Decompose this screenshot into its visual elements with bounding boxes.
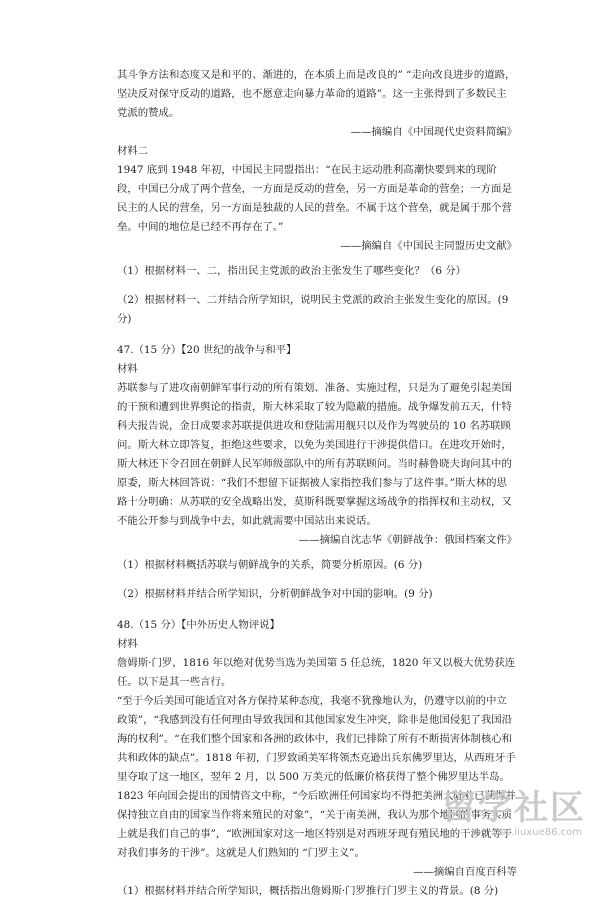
source-citation: ——摘编自《中国现代史资料简编》 — [350, 126, 517, 138]
question-46-1: （1）根据材料一、二，指出民主党派的政治主张发生了哪些变化？（6 分） — [117, 265, 467, 277]
material-label: 材料 — [117, 638, 138, 650]
material-48-intro: 詹姆斯·门罗，1816 年以绝对优势当选为美国第 5 任总统，1820 年又以极大优势获连任。以下是其一些言行。 — [117, 657, 516, 688]
question-48-heading: 48.（15 分）【中外历史人物评说】 — [117, 619, 280, 631]
question-48-1: （1）根据材料并结合所学知识，概括指出詹姆斯·门罗推行门罗主义的背景。(8 分) — [117, 885, 499, 897]
site-watermark — [422, 778, 592, 842]
material-two-text: 1947 底到 1948 年初，中国民主同盟指出：“在民主运动胜利高潮快要到来的现阶段，中国已分成了两个营垒，一方面是反动的营垒，另一方面是革命的营垒；一方面是民主的人民的营垒，另一方面是独裁的人民的营垒。不属于这个营垒，就是属于那个营垒。中间的地位是已经不再存在了。” — [117, 164, 512, 233]
material-48-monroe-doctrine: 1823 年向国会提出的国情咨文中称，“今后欧洲任何国家均不得把美洲大陆业已获得并保持独立自由的国家当作将来殖民的对象”，“关于南美洲，我认为那个地区的事务实质上就是我们自己的事”，“欧洲国家对这一地区特别是对西班牙现有殖民地的干涉就等于对我们事务的干涉”。这就是人们熟知的 “门罗主义”。 — [117, 790, 516, 859]
material-47-text: 苏联参与了进攻南朝鲜军事行动的所有策划、准备、实施过程，只是为了避免引起美国的干预和遭到世界舆论的指责，斯大林采取了较为隐蔽的措施。战争爆发前五天，什特科夫报告说，金日成要求苏联提供进攻和登陆需用舰只以及作为驾驶员的 10 名苏联顾问。斯大林立即答复，拒绝这些要求，以免为美国进行干涉提供借口。在进攻开始时，斯大林还下令召回在朝鲜人民军师级部队中的所有苏联顾问。当时赫鲁晓夫询问其中的原委，斯大林回答说：“我们不想留下证据被人家指控我们参与了这件事。”斯大林的思路十分明确：从苏联的安全战略出发，莫斯科既要掌握这场战争的指挥权和主动权，又不能公开参与到战争中去，如此就需要中国站出来说话。 — [117, 382, 512, 527]
watermark-url: bbs.liuxue86.com — [493, 827, 582, 838]
question-47-2: （2）根据材料并结合所学知识，分析朝鲜战争对中国的影响。(9 分) — [117, 588, 433, 600]
material-one-continuation: 其斗争方法和态度又是和平的、渐进的，在本质上而是改良的” “走向改良进步的道路，坚决反对保守反动的道路，也不愿意走向暴力革命的道路”。这一主张得到了多数民主党派的赞成。 — [117, 69, 516, 119]
question-47-1: （1）根据材料概括苏联与朝鲜战争的关系，简要分析原因。(6 分) — [117, 559, 423, 571]
source-citation: ——摘编自沈志华《朝鲜战争：俄国档案文件》 — [298, 534, 517, 546]
source-citation: ——摘编自《中国民主同盟历史文献》 — [340, 240, 517, 252]
material-label: 材料 — [117, 363, 138, 375]
question-47-heading: 47.（15 分）【20 世纪的战争与和平】 — [117, 344, 297, 356]
material-label: 材料二 — [117, 145, 149, 157]
material-48-quotes: “至于今后美国可能适宜对各方保持某种态度，我毫不犹豫地认为，仍遵守以前的中立政策”，“我感到没有任何理由导致我国和其他国家发生冲突，除非是他国侵犯了我国沿海的权利”。“在我们整个国家和各洲的政体中，我们已排除了所有不断损害体制核心和共和政体的缺点”。1818 年初，门罗致函美军将领杰克逊出兵东佛罗里达，从西班牙手里夺取了这一地区，翌年 2 月，以 500 万美元的低廉价格获得了整个佛罗里达半岛。 — [117, 695, 516, 783]
source-citation: ——摘编自百度百科等 — [413, 866, 517, 878]
page-content — [117, 66, 517, 901]
watermark-brand: 留学社区 — [442, 788, 586, 828]
question-46-2: （2）根据材料一、二并结合所学知识，说明民主党派的政治主张发生变化的原因。(9 分) — [117, 294, 509, 325]
